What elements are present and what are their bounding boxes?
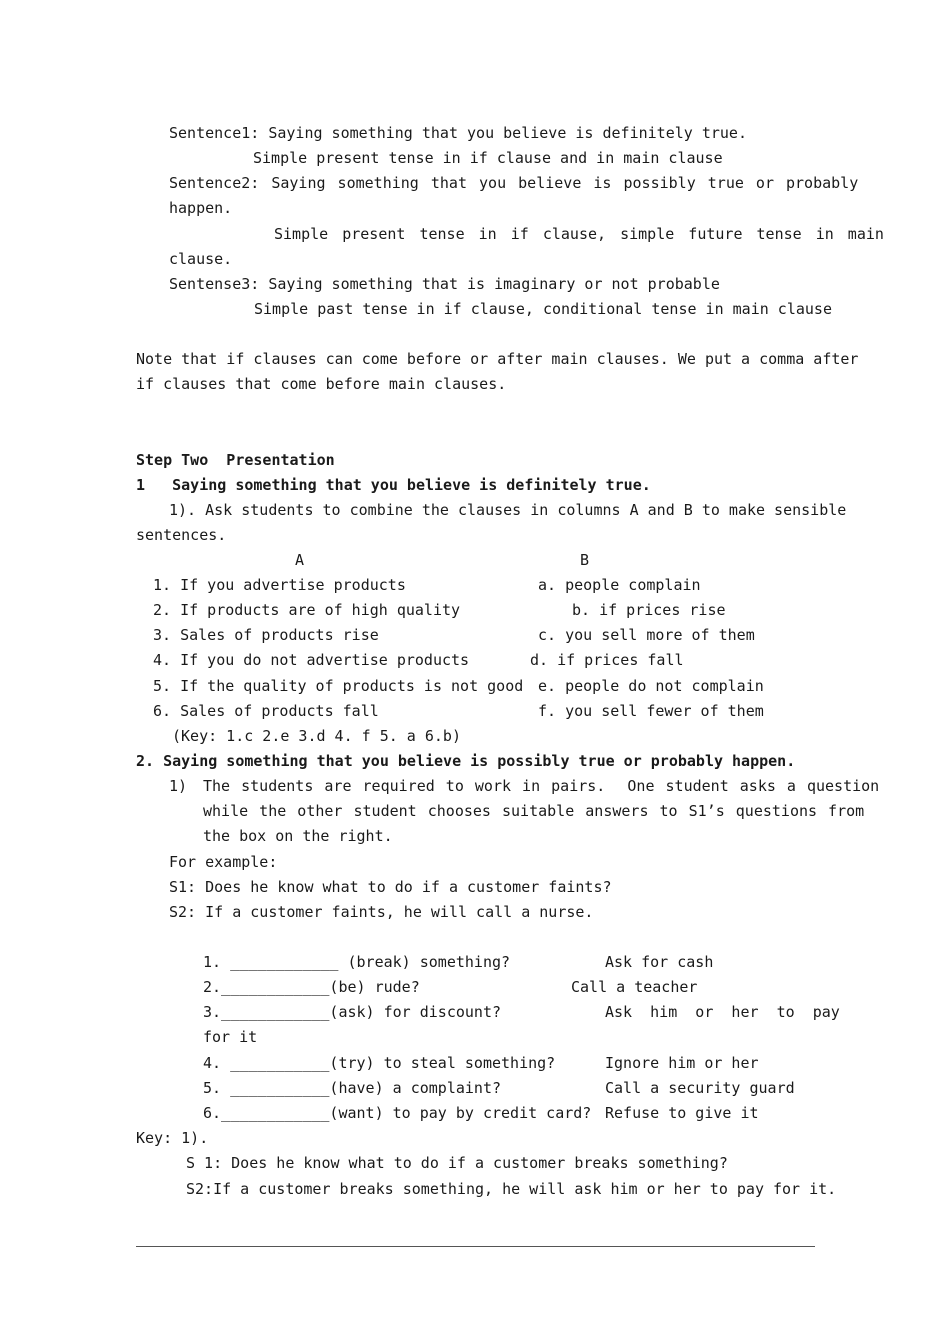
column-a-item: 3. Sales of products rise (153, 626, 379, 644)
section2-key-s2: S2:If a customer breaks something, he will ask him or her to pay for it. (186, 1180, 837, 1198)
column-a-item: 5. If the quality of products is not good (153, 677, 524, 695)
step-two-heading: Step Two Presentation (136, 451, 335, 469)
footer-divider (136, 1246, 815, 1247)
answer-option-cont: for it (203, 1028, 258, 1046)
sentence1-title: Sentence1: Saying something that you believe is definitely true. (169, 124, 747, 142)
answer-option: Ignore him or her (605, 1054, 759, 1072)
exercise-item: 1. ____________ (break) something? (203, 953, 511, 971)
example-label: For example: (169, 853, 278, 871)
exercise-item: 3.____________(ask) for discount? (203, 1003, 502, 1021)
sentence2-desc-cont: clause. (169, 250, 233, 268)
exercise-item: 5. ___________(have) a complaint? (203, 1079, 502, 1097)
answer-option: Call a teacher (571, 978, 698, 996)
section1-heading: 1 Saying something that you believe is definitely true. (136, 476, 651, 494)
column-b-item: b. if prices rise (572, 601, 726, 619)
column-a-item: 1. If you advertise products (153, 576, 406, 594)
sentence2-title-cont: happen. (169, 199, 233, 217)
example-s2: S2: If a customer faints, he will call a nurse. (169, 903, 594, 921)
column-a-item: 2. If products are of high quality (153, 601, 461, 619)
answer-option: Call a security guard (605, 1079, 795, 1097)
sentence2-desc: Simple present tense in if clause, simple future tense in main (274, 225, 884, 243)
section2-instruction-cont: while the other student chooses suitable answers to S1’s questions from (203, 802, 865, 820)
section2-instruction-cont: the box on the right. (203, 827, 393, 845)
section2-key-label: Key: 1). (136, 1129, 209, 1147)
answer-option: Refuse to give it (605, 1104, 759, 1122)
section2-instruction-number: 1) (169, 777, 188, 795)
column-b-item: f. you sell fewer of them (538, 702, 764, 720)
exercise-item: 2.____________(be) rude? (203, 978, 420, 996)
exercise-item: 6.____________(want) to pay by credit card? (203, 1104, 592, 1122)
column-a-header: A (295, 551, 305, 569)
answer-option: Ask for cash (605, 953, 714, 971)
answer-option: Ask him or her to pay (605, 1003, 840, 1021)
sentence3-title: Sentense3: Saying something that is imaginary or not probable (169, 275, 720, 293)
section2-key-s1: S 1: Does he know what to do if a customer breaks something? (186, 1154, 728, 1172)
section2-heading: 2. Saying something that you believe is possibly true or probably happen. (136, 752, 796, 770)
column-b-item: c. you sell more of them (538, 626, 755, 644)
section1-instruction: 1). Ask students to combine the clauses in columns A and B to make sensible (169, 501, 847, 519)
example-s1: S1: Does he know what to do if a customer faints? (169, 878, 612, 896)
section2-instruction: The students are required to work in pairs. One student asks a question (203, 777, 880, 795)
section1-instruction-cont: sentences. (136, 526, 227, 544)
column-b-item: d. if prices fall (530, 651, 684, 669)
column-b-item: e. people do not complain (538, 677, 764, 695)
note-line-1: Note that if clauses can come before or after main clauses. We put a comma after (136, 350, 859, 368)
column-b-item: a. people complain (538, 576, 701, 594)
sentence3-desc: Simple past tense in if clause, conditional tense in main clause (254, 300, 832, 318)
note-line-2: if clauses that come before main clauses. (136, 375, 507, 393)
column-a-item: 6. Sales of products fall (153, 702, 379, 720)
column-b-header: B (580, 551, 590, 569)
section1-key: (Key: 1.c 2.e 3.d 4. f 5. a 6.b) (172, 727, 461, 745)
sentence2-title: Sentence2: Saying something that you believe is possibly true or probably (169, 174, 859, 192)
sentence1-desc: Simple present tense in if clause and in main clause (253, 149, 723, 167)
column-a-item: 4. If you do not advertise products (153, 651, 470, 669)
exercise-item: 4. ___________(try) to steal something? (203, 1054, 556, 1072)
